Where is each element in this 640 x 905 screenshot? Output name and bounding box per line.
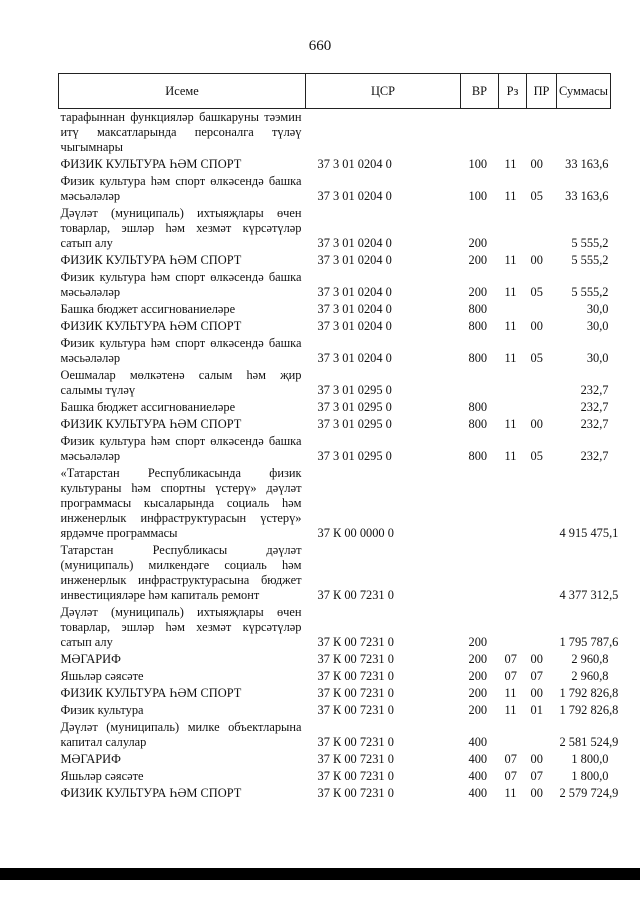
cell-sum: 2 579 724,9 xyxy=(559,786,619,800)
table-row xyxy=(59,465,611,542)
cell-vr: 100 xyxy=(468,189,488,203)
cell-vr: 200 xyxy=(468,669,488,683)
cell-vr: 200 xyxy=(468,285,488,299)
cell-vr: 800 xyxy=(468,302,488,316)
cell-vr: 400 xyxy=(468,735,488,749)
cell-vr: 800 xyxy=(468,400,488,414)
cell-rz: 11 xyxy=(504,285,517,299)
cell-vr: 400 xyxy=(468,769,488,783)
header-csr: ЦСР xyxy=(306,74,461,109)
cell-csr: 37 3 01 0204 0 xyxy=(317,253,392,267)
cell-rz: 11 xyxy=(504,157,517,171)
cell-name: Физик культура xyxy=(60,703,144,717)
cell-name: ФИЗИК КУЛЬТУРА ҺӘМ СПОРТ xyxy=(60,417,242,431)
table-row xyxy=(59,651,611,668)
table-body xyxy=(59,109,619,803)
cell-vr: 100 xyxy=(468,157,488,171)
cell-rz: 11 xyxy=(504,189,517,203)
cell-pr: 05 xyxy=(530,285,543,299)
cell-sum: 1 792 826,8 xyxy=(559,686,619,700)
cell-csr: 37 3 01 0204 0 xyxy=(317,285,392,299)
cell-pr xyxy=(527,109,557,157)
cell-pr: 00 xyxy=(530,752,543,766)
cell-rz: 11 xyxy=(504,351,517,365)
cell-rz: 07 xyxy=(504,752,517,766)
cell-rz xyxy=(499,301,527,318)
table-row xyxy=(59,269,611,301)
table-row xyxy=(59,367,611,399)
cell-pr: 05 xyxy=(530,351,543,365)
cell-vr: 200 xyxy=(468,635,488,649)
cell-pr: 00 xyxy=(530,157,543,171)
header-pr: ПР xyxy=(527,74,557,109)
cell-sum: 232,7 xyxy=(580,417,609,431)
header-name: Исеме xyxy=(59,74,306,109)
cell-pr: 07 xyxy=(530,769,543,783)
table-row xyxy=(59,604,611,651)
table-row xyxy=(59,399,611,416)
cell-csr: 37 К 00 7231 0 xyxy=(317,669,394,683)
cell-csr: 37 3 01 0204 0 xyxy=(317,189,392,203)
table-row xyxy=(59,685,611,702)
cell-rz xyxy=(499,109,527,157)
cell-csr: 37 К 00 7231 0 xyxy=(317,703,394,717)
cell-vr: 200 xyxy=(468,236,488,250)
table-header-row xyxy=(59,74,611,109)
cell-pr xyxy=(527,542,557,604)
cell-sum: 1 800,0 xyxy=(571,769,609,783)
cell-sum: 4 915 475,1 xyxy=(559,526,619,540)
cell-pr xyxy=(527,367,557,399)
cell-name: ФИЗИК КУЛЬТУРА ҺӘМ СПОРТ xyxy=(60,157,242,171)
cell-rz xyxy=(499,465,527,542)
cell-rz xyxy=(499,604,527,651)
cell-csr: 37 3 01 0204 0 xyxy=(317,157,392,171)
cell-csr: 37 К 00 7231 0 xyxy=(317,635,394,649)
cell-name: Физик культура һәм спорт өлкәсендә башка мәсьәләләр xyxy=(60,336,302,365)
cell-csr: 37 3 01 0295 0 xyxy=(317,449,392,463)
cell-sum: 33 163,6 xyxy=(565,157,609,171)
cell-csr: 37 3 01 0204 0 xyxy=(317,302,392,316)
cell-csr: 37 3 01 0295 0 xyxy=(317,417,392,431)
cell-vr xyxy=(461,109,499,157)
cell-csr: 37 3 01 0295 0 xyxy=(317,383,392,397)
cell-sum: 30,0 xyxy=(586,302,609,316)
table-row xyxy=(59,156,611,173)
table-row xyxy=(59,542,611,604)
table-row xyxy=(59,668,611,685)
cell-vr xyxy=(461,465,499,542)
cell-vr: 200 xyxy=(468,686,488,700)
table-row xyxy=(59,433,611,465)
cell-pr: 00 xyxy=(530,417,543,431)
cell-name: Башка бюджет ассигнованиеләре xyxy=(60,302,236,316)
cell-vr: 200 xyxy=(468,652,488,666)
cell-csr: 37 К 00 7231 0 xyxy=(317,786,394,800)
cell-name: тарафыннан функцияләр башкаруны тәэмин итү максатларында персоналга түләү чыгымнары xyxy=(60,110,302,154)
cell-sum: 4 377 312,5 xyxy=(559,588,619,602)
cell-vr xyxy=(461,542,499,604)
cell-pr: 00 xyxy=(530,253,543,267)
cell-name: Физик культура һәм спорт өлкәсендә башка мәсьәләләр xyxy=(60,270,302,299)
cell-csr: 37 К 00 7231 0 xyxy=(317,752,394,766)
table-row xyxy=(59,318,611,335)
cell-rz: 11 xyxy=(504,417,517,431)
cell-csr: 37 К 00 7231 0 xyxy=(317,588,394,602)
cell-name: Яшьләр сәясәте xyxy=(60,769,144,783)
table-row xyxy=(59,416,611,433)
cell-pr xyxy=(527,205,557,252)
table-row xyxy=(59,205,611,252)
cell-csr xyxy=(306,109,461,157)
cell-name: Физик культура һәм спорт өлкәсендә башка мәсьәләләр xyxy=(60,434,302,463)
header-rz: Рз xyxy=(499,74,527,109)
scan-edge-bar xyxy=(0,868,640,880)
table-row xyxy=(59,173,611,205)
cell-sum: 1 792 826,8 xyxy=(559,703,619,717)
cell-vr: 800 xyxy=(468,417,488,431)
cell-csr: 37 К 00 7231 0 xyxy=(317,735,394,749)
cell-pr xyxy=(527,301,557,318)
cell-rz: 11 xyxy=(504,703,517,717)
cell-pr: 00 xyxy=(530,652,543,666)
cell-name: ФИЗИК КУЛЬТУРА ҺӘМ СПОРТ xyxy=(60,253,242,267)
cell-sum: 232,7 xyxy=(580,383,609,397)
cell-name: ФИЗИК КУЛЬТУРА ҺӘМ СПОРТ xyxy=(60,686,242,700)
table-row xyxy=(59,252,611,269)
cell-csr: 37 К 00 7231 0 xyxy=(317,652,394,666)
cell-vr: 400 xyxy=(468,752,488,766)
cell-name: МӘГАРИФ xyxy=(60,752,121,766)
cell-csr: 37 К 00 7231 0 xyxy=(317,769,394,783)
cell-rz: 07 xyxy=(504,769,517,783)
cell-name: Дәүләт (муниципаль) милке объектларына капитал салулар xyxy=(60,720,302,749)
cell-rz: 11 xyxy=(504,786,517,800)
cell-csr: 37 К 00 7231 0 xyxy=(317,686,394,700)
cell-name: Физик культура һәм спорт өлкәсендә башка мәсьәләләр xyxy=(60,174,302,203)
cell-pr: 05 xyxy=(530,449,543,463)
cell-pr xyxy=(527,465,557,542)
cell-rz xyxy=(499,542,527,604)
cell-sum: 2 581 524,9 xyxy=(559,735,619,749)
cell-sum: 2 960,8 xyxy=(571,669,609,683)
cell-name: Дәүләт (муниципаль) ихтыяҗлары өчен товарлар, эшләр һәм хезмәт күрсәтүләр сатып алу xyxy=(60,605,302,649)
cell-name: Оешмалар мөлкәтенә салым һәм җир салымы түләү xyxy=(60,368,302,397)
table-row xyxy=(59,702,611,719)
cell-name: Татарстан Республикасы дәүләт (муниципаль) милкендәге социаль һәм инженерлык инфраструктурасына бюджет инвестицияләре һәм капиталь ремонт xyxy=(60,543,302,602)
cell-rz xyxy=(499,719,527,751)
cell-pr xyxy=(527,399,557,416)
cell-csr: 37 К 00 0000 0 xyxy=(317,526,394,540)
cell-sum: 232,7 xyxy=(580,449,609,463)
cell-rz: 11 xyxy=(504,319,517,333)
cell-rz: 11 xyxy=(504,686,517,700)
cell-rz: 07 xyxy=(504,669,517,683)
table-row xyxy=(59,335,611,367)
cell-pr: 00 xyxy=(530,686,543,700)
cell-csr: 37 3 01 0204 0 xyxy=(317,236,392,250)
cell-vr: 800 xyxy=(468,351,488,365)
cell-name: ФИЗИК КУЛЬТУРА ҺӘМ СПОРТ xyxy=(60,786,242,800)
cell-name: МӘГАРИФ xyxy=(60,652,121,666)
cell-name: Яшьләр сәясәте xyxy=(60,669,144,683)
cell-sum: 33 163,6 xyxy=(565,189,609,203)
cell-vr: 800 xyxy=(468,449,488,463)
cell-vr: 800 xyxy=(468,319,488,333)
table-row xyxy=(59,109,611,157)
table-row xyxy=(59,719,611,751)
table-row xyxy=(59,751,611,768)
cell-sum: 1 795 787,6 xyxy=(559,635,619,649)
cell-sum: 30,0 xyxy=(586,351,609,365)
cell-vr xyxy=(461,367,499,399)
cell-name: Башка бюджет ассигнованиеләре xyxy=(60,400,236,414)
cell-rz xyxy=(499,367,527,399)
cell-rz xyxy=(499,399,527,416)
cell-pr: 07 xyxy=(530,669,543,683)
header-sum: Суммасы xyxy=(557,74,611,109)
cell-pr: 00 xyxy=(530,319,543,333)
page-number: 660 xyxy=(308,38,332,54)
cell-name: ФИЗИК КУЛЬТУРА ҺӘМ СПОРТ xyxy=(60,319,242,333)
cell-sum: 2 960,8 xyxy=(571,652,609,666)
cell-sum: 5 555,2 xyxy=(571,236,609,250)
cell-name: Дәүләт (муниципаль) ихтыяҗлары өчен товарлар, эшләр һәм хезмәт күрсәтүләр сатып алу xyxy=(60,206,302,250)
cell-pr: 05 xyxy=(530,189,543,203)
cell-sum: 5 555,2 xyxy=(571,253,609,267)
header-vr: ВР xyxy=(461,74,499,109)
table-row xyxy=(59,301,611,318)
cell-sum: 232,7 xyxy=(580,400,609,414)
cell-sum: 30,0 xyxy=(586,319,609,333)
cell-vr: 200 xyxy=(468,253,488,267)
cell-sum: 1 800,0 xyxy=(571,752,609,766)
cell-pr xyxy=(527,604,557,651)
cell-rz xyxy=(499,205,527,252)
cell-sum xyxy=(557,109,611,157)
table-row xyxy=(59,785,611,802)
cell-csr: 37 3 01 0204 0 xyxy=(317,319,392,333)
cell-csr: 37 3 01 0295 0 xyxy=(317,400,392,414)
cell-rz: 11 xyxy=(504,253,517,267)
cell-csr: 37 3 01 0204 0 xyxy=(317,351,392,365)
table-row xyxy=(59,768,611,785)
cell-rz: 07 xyxy=(504,652,517,666)
cell-pr xyxy=(527,719,557,751)
cell-vr: 200 xyxy=(468,703,488,717)
budget-table xyxy=(58,73,619,802)
cell-pr: 00 xyxy=(530,786,543,800)
cell-sum: 5 555,2 xyxy=(571,285,609,299)
cell-pr: 01 xyxy=(530,703,543,717)
cell-vr: 400 xyxy=(468,786,488,800)
cell-name: «Татарстан Республикасында физик культураны һәм спортны үстерү» дәүләт программасы кысаларында социаль һәм инженерлык инфраструктурасын үстерү» ярдәмче программасы xyxy=(60,466,302,540)
cell-rz: 11 xyxy=(504,449,517,463)
